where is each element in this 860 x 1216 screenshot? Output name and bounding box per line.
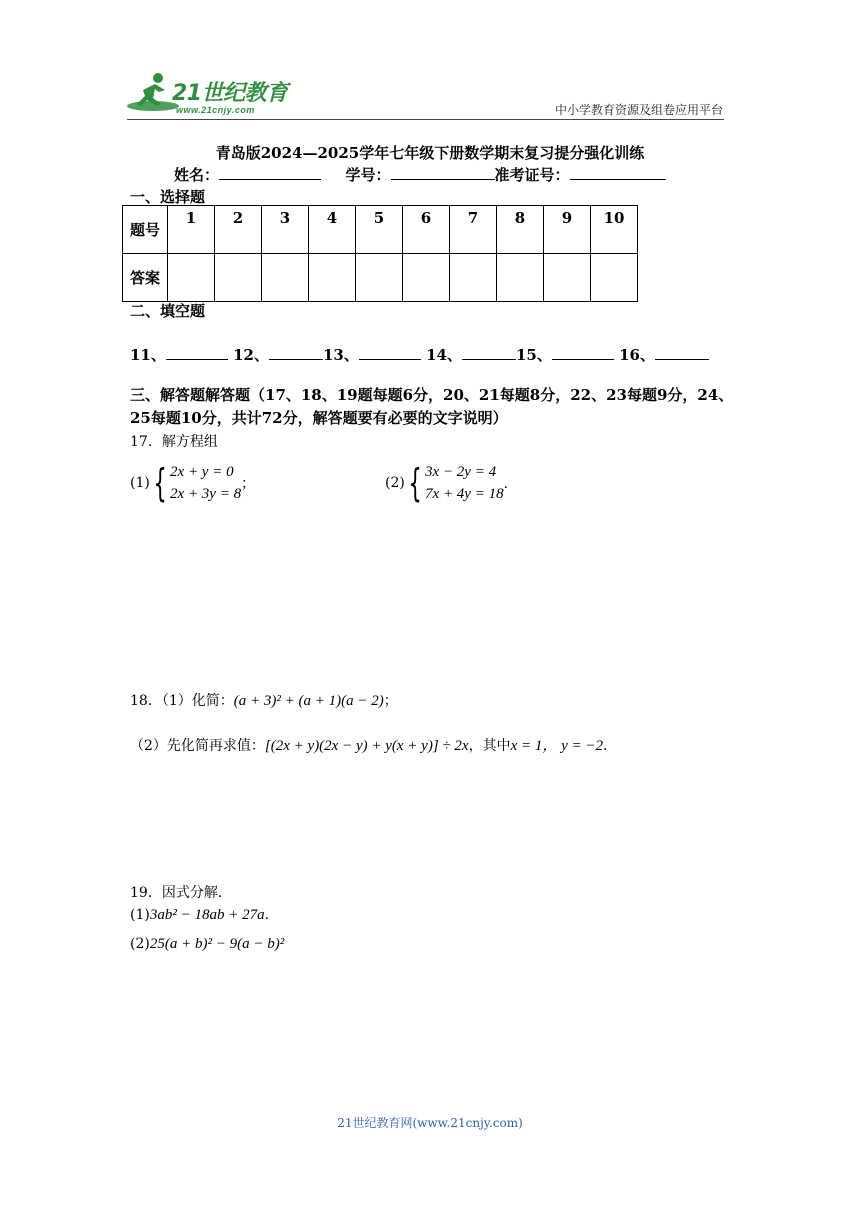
- question-number-cell: 7: [450, 206, 497, 254]
- answer-cell[interactable]: [544, 254, 591, 302]
- row-label-question-number: 题号: [123, 206, 168, 254]
- blank-label-14: 14、: [426, 346, 462, 364]
- header-divider: [127, 119, 724, 120]
- q17-p2-eq2: 7x + 4y = 18: [425, 486, 504, 502]
- answer-cell[interactable]: [356, 254, 403, 302]
- question-number-cell: 5: [356, 206, 403, 254]
- blank-label-15: 15、: [515, 346, 552, 364]
- left-brace-icon: {: [153, 461, 167, 505]
- q17-p1-eq1: 2x + y = 0: [170, 464, 234, 480]
- q18-p2-expr: [(2x + y)(2x − y) + y(x + y)] ÷ 2x: [264, 738, 469, 754]
- q17-p1-eq2: 2x + 3y = 8: [170, 486, 242, 502]
- blank-label-16: 16、: [619, 346, 655, 364]
- blank-13[interactable]: [359, 345, 421, 360]
- question-number-cell: 8: [497, 206, 544, 254]
- question-17-stem: 17．解方程组: [130, 434, 218, 450]
- answer-cell[interactable]: [309, 254, 356, 302]
- section-2-heading: 二、填空题: [130, 302, 206, 320]
- exam-number-label: 准考证号：: [494, 166, 570, 184]
- question-number-cell: 4: [309, 206, 356, 254]
- answer-cell[interactable]: [262, 254, 309, 302]
- question-19-part-2: [130, 936, 284, 953]
- q18-p1-label: 18．（1）化简：: [130, 693, 234, 709]
- question-19-stem: 19．因式分解．: [130, 885, 232, 901]
- question-number-cell: 10: [591, 206, 638, 254]
- blank-14[interactable]: [462, 345, 516, 360]
- q19-p2-label: (2): [130, 936, 150, 952]
- question-17-part-2: [385, 461, 518, 505]
- answer-cell[interactable]: [168, 254, 215, 302]
- answer-cell[interactable]: [215, 254, 262, 302]
- student-id-blank[interactable]: [391, 165, 495, 180]
- q18-p2-condition: x = 1， y = −2: [510, 738, 603, 754]
- blank-16[interactable]: [655, 345, 709, 360]
- q18-p2-mid: ，其中: [468, 738, 511, 754]
- logo-text: 21世纪教育: [172, 81, 288, 106]
- table-row-numbers: [123, 206, 638, 254]
- question-18-part-2: [130, 734, 617, 755]
- q18-p1-expr: (a + 3)² + (a + 1)(a − 2): [233, 693, 384, 709]
- q19-p2-expr: 25(a + b)² − 9(a − b)²: [149, 936, 285, 952]
- question-17-part-1: [130, 461, 255, 505]
- answer-cell[interactable]: [450, 254, 497, 302]
- question-number-cell: 1: [168, 206, 215, 254]
- name-blank[interactable]: [219, 165, 321, 180]
- q17-p1-label: (1): [130, 475, 150, 491]
- row-label-answer: 答案: [123, 254, 168, 302]
- blank-label-13: 13、: [322, 346, 359, 364]
- blank-11[interactable]: [166, 345, 228, 360]
- logo-url: www.21cnjy.com: [176, 105, 255, 115]
- question-number-cell: 2: [215, 206, 262, 254]
- blank-label-12: 12、: [233, 346, 269, 364]
- header-platform-text: 中小学教育资源及组卷应用平台: [554, 103, 723, 117]
- question-number-cell: 3: [262, 206, 309, 254]
- blank-15[interactable]: [552, 345, 614, 360]
- student-id-label: 学号：: [345, 166, 391, 184]
- table-row-answers: [123, 254, 638, 302]
- q18-p2-label: （2）先化简再求值：: [130, 738, 265, 754]
- q18-p1-end: ；: [383, 693, 398, 709]
- q17-p1-end: ；: [241, 476, 256, 492]
- q19-p1-expr: 3ab² − 18ab + 27a: [149, 907, 265, 923]
- answer-cell[interactable]: [591, 254, 638, 302]
- answer-table: [122, 205, 638, 302]
- page-title: 青岛版2024—2025学年七年级下册数学期末复习提分强化训练: [215, 144, 645, 162]
- footer-link[interactable]: 21世纪教育网(www.21cnjy.com): [337, 1116, 523, 1130]
- blank-12[interactable]: [269, 345, 323, 360]
- section-3-heading: 三、解答题解答题（17、18、19题每题6分，20、21每题8分，22、23每题9分，24、25每题10分，共计72分，解答题要有必要的文字说明）: [130, 386, 734, 427]
- section-1-heading: 一、选择题: [130, 188, 206, 206]
- question-number-cell: 6: [403, 206, 450, 254]
- question-18-part-1: [130, 690, 398, 710]
- question-19-part-1: [130, 904, 279, 924]
- q17-p2-eq1: 3x − 2y = 4: [425, 464, 497, 480]
- student-info-line: [174, 164, 666, 185]
- q17-p2-end: ．: [503, 476, 518, 492]
- question-number-cell: 9: [544, 206, 591, 254]
- left-brace-icon: {: [408, 461, 422, 505]
- fill-blank-line: [130, 344, 709, 365]
- name-label: 姓名：: [174, 166, 220, 184]
- q18-p2-end: ．: [603, 738, 617, 754]
- q19-p1-end: ．: [264, 907, 279, 923]
- blank-label-11: 11、: [130, 346, 166, 364]
- q19-p1-label: (1): [130, 907, 150, 923]
- q17-p2-label: (2): [385, 475, 405, 491]
- answer-cell[interactable]: [497, 254, 544, 302]
- exam-number-blank[interactable]: [570, 165, 666, 180]
- answer-cell[interactable]: [403, 254, 450, 302]
